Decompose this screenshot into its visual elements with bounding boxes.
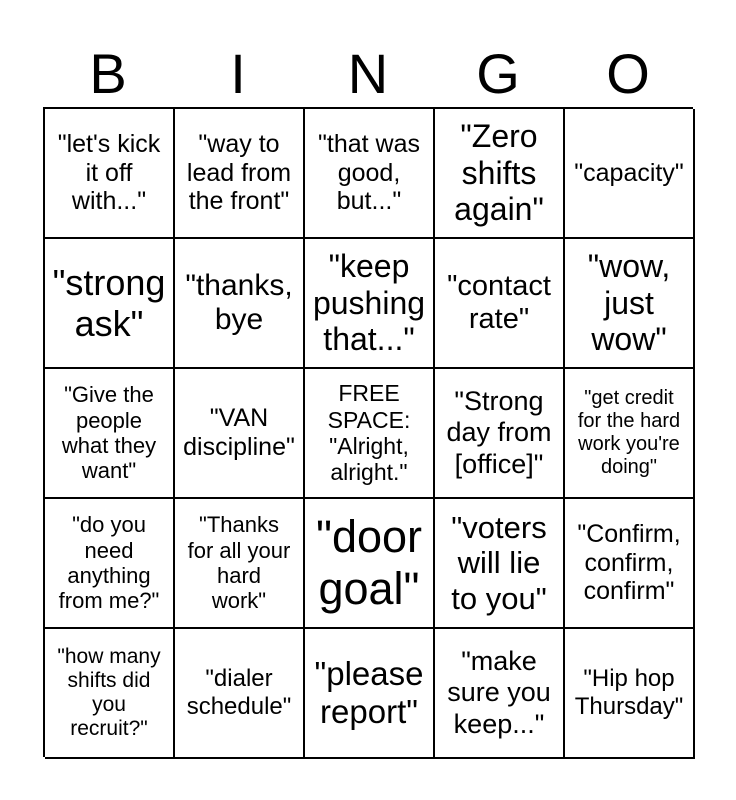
bingo-cell[interactable] [435, 629, 565, 759]
bingo-cell[interactable] [565, 499, 695, 629]
bingo-cell[interactable] [175, 499, 305, 629]
bingo-cell[interactable] [45, 109, 175, 239]
bingo-cell[interactable] [565, 629, 695, 759]
bingo-cell-text: "Zero shifts again" [454, 117, 544, 228]
bingo-cell-text: "Thanks for all your hard work" [187, 512, 291, 614]
bingo-cell-text: "please report" [314, 655, 424, 730]
bingo-cell[interactable] [565, 239, 695, 369]
bingo-cell[interactable] [175, 369, 305, 499]
bingo-cell-text: "way to lead from the front" [186, 129, 292, 216]
bingo-cell-text: "wow, just wow" [587, 247, 671, 358]
bingo-cell-text: "let's kick it off with..." [57, 129, 161, 216]
header-letter-o: O [606, 42, 650, 105]
bingo-cell-text: "contact rate" [447, 269, 551, 335]
bingo-cell[interactable] [175, 629, 305, 759]
bingo-cell-text: "Strong day from [office]" [446, 386, 552, 479]
bingo-cell-text: "that was good, but..." [318, 129, 420, 216]
bingo-cell-text: "door goal" [315, 511, 423, 614]
header-letter-b: B [89, 42, 127, 105]
bingo-cell-text: "capacity" [574, 158, 684, 187]
bingo-cell[interactable] [435, 369, 565, 499]
bingo-cell-text: "voters will lie to you" [451, 509, 547, 616]
bingo-cell-text: "thanks, bye [185, 268, 293, 336]
bingo-cell-text: "do you need anything from me?" [58, 512, 160, 614]
bingo-cell[interactable] [305, 499, 435, 629]
bingo-cell-text: "VAN discipline" [183, 404, 295, 461]
bingo-cell-text: "dialer schedule" [186, 665, 292, 720]
bingo-card-grid [43, 107, 693, 757]
header-letter-i: I [230, 42, 246, 105]
bingo-cell[interactable] [45, 499, 175, 629]
bingo-header [43, 40, 693, 108]
header-letter-n: N [347, 42, 389, 105]
bingo-cell[interactable] [565, 109, 695, 239]
bingo-cell[interactable] [565, 369, 695, 499]
bingo-cell[interactable] [435, 499, 565, 629]
bingo-cell[interactable] [45, 629, 175, 759]
bingo-cell[interactable] [305, 629, 435, 759]
bingo-cell-text: "how many shifts did you recruit?" [57, 644, 161, 741]
bingo-cell-text: "make sure you keep..." [447, 646, 551, 739]
bingo-cell[interactable] [45, 239, 175, 369]
bingo-cell[interactable] [45, 369, 175, 499]
bingo-cell[interactable] [435, 239, 565, 369]
free-space-text: FREE SPACE: "Alright, alright." [327, 380, 411, 486]
header-letter-g: G [476, 42, 520, 105]
bingo-cell-text: "Give the people what they want" [61, 382, 157, 484]
bingo-cell[interactable] [175, 239, 305, 369]
bingo-cell[interactable] [305, 109, 435, 239]
free-space-cell[interactable] [305, 369, 435, 499]
bingo-cell-text: "keep pushing that..." [312, 247, 426, 358]
bingo-cell[interactable] [305, 239, 435, 369]
bingo-cell-text: "Hip hop Thursday" [574, 665, 684, 720]
bingo-cell[interactable] [175, 109, 305, 239]
bingo-cell[interactable] [435, 109, 565, 239]
bingo-cell-text: "get credit for the hard work you're doing" [577, 387, 681, 478]
bingo-cell-text: "strong ask" [52, 261, 166, 344]
bingo-cell-text: "Confirm, confirm, confirm" [577, 519, 681, 606]
